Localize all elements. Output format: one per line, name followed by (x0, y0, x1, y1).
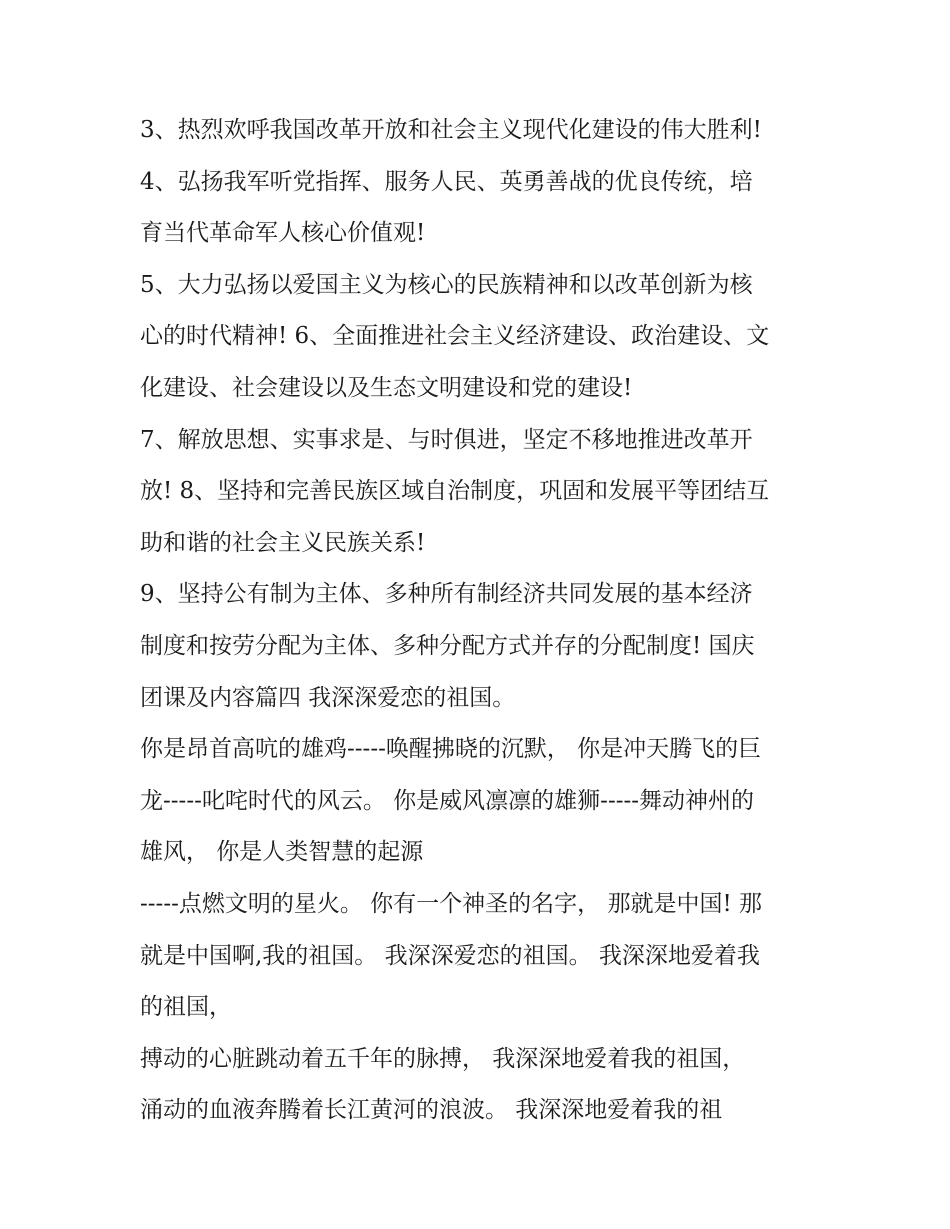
text-line: 心的时代精神! 6、全面推进社会主义经济建设、政治建设、文 (140, 323, 770, 350)
text-line: 制度和按劳分配为主体、多种分配方式并存的分配制度! 国庆 (140, 632, 755, 659)
text-line: 7、解放思想、实事求是、与时俱进，坚定不移地推进改革开 (140, 426, 753, 453)
text-line: 放! 8、坚持和完善民族区域自治制度，巩固和发展平等团结互 (140, 478, 770, 505)
text-line: 助和谐的社会主义民族关系! (140, 529, 426, 556)
text-line: 龙-----叱咤时代的风云。 你是威风凛凛的雄狮-----舞动神州的 (140, 787, 755, 814)
text-line: 3、热烈欢呼我国改革开放和社会主义现代化建设的伟大胜利! (140, 117, 762, 143)
text-line: 4、弘扬我军听党指挥、服务人民、英勇善战的优良传统，培 (140, 168, 753, 195)
text-line: 的祖国， (140, 994, 232, 1021)
text-line: -----点燃文明的星火。 你有一个神圣的名字， 那就是中国! 那 (140, 890, 763, 917)
text-line: 搏动的心脏跳动着五千年的脉搏， 我深深地爱着我的祖国， (140, 1045, 746, 1072)
text-line: 雄风， 你是人类智慧的起源 (140, 839, 424, 866)
document-body (140, 110, 830, 1142)
text-line: 育当代革命军人核心价值观! (140, 220, 426, 247)
text-line: 就是中国啊,我的祖国。 我深深爱恋的祖国。 我深深地爱着我 (140, 942, 760, 969)
text-line: 化建设、社会建设以及生态文明建设和党的建设! (140, 374, 633, 401)
text-line: 9、坚持公有制为主体、多种所有制经济共同发展的基本经济 (140, 581, 753, 608)
text-line: 团课及内容篇四 我深深爱恋的祖国。 (140, 684, 516, 711)
text-line: 你是昂首高吭的雄鸡-----唤醒拂晓的沉默， 你是冲天腾飞的巨 (140, 736, 762, 763)
text-line: 5、大力弘扬以爱国主义为核心的民族精神和以改革创新为核 (140, 271, 753, 298)
text-line: 涌动的血液奔腾着长江黄河的浪波。 我深深地爱着我的祖 (140, 1097, 723, 1124)
